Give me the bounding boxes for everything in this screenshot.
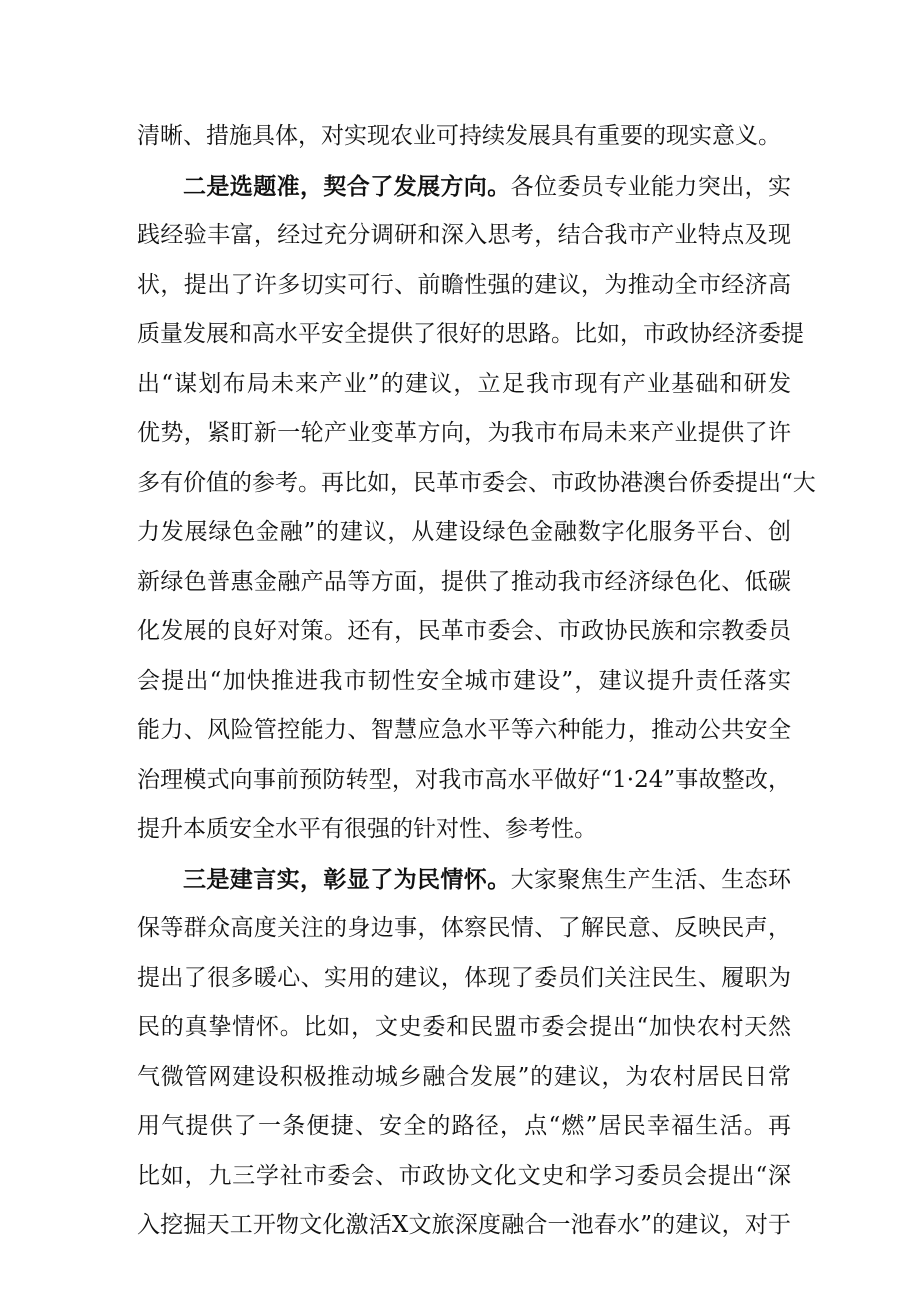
text-line: 民的真挚情怀。比如，文史委和民盟市委会提出“加快农村天然 (137, 1014, 791, 1040)
text-line: 新绿色普惠金融产品等方面，提供了推动我市经济绿色化、低碳 (137, 568, 791, 595)
text-line: 质量发展和高水平安全提供了很好的思路。比如，市政协经济委提 (137, 321, 804, 347)
text-line: 提出了很多暖心、实用的建议，体现了委员们关注民生、履职为 (137, 964, 791, 991)
text-run: 大家聚焦生产生活、生态环 (510, 866, 792, 893)
section-lead: 二是选题准，契合了发展方向。 (183, 172, 511, 200)
text-line: 提升本质安全水平有很强的针对性、参考性。 (137, 816, 597, 842)
text-line: 多有价值的参考。再比如，民革市委会、市政协港澳台侨委提出“大 (137, 469, 816, 496)
text-line (137, 162, 791, 212)
text-line: 气微管网建设积极推动城乡融合发展”的建议，为农村居民日常 (137, 1063, 791, 1090)
text-line: 出“谋划布局未来产业”的建议，立足我市现有产业基础和研发 (137, 370, 791, 397)
text-run: 各位委员专业能力突出，实 (510, 173, 792, 200)
text-line: 状，提出了许多切实可行、前瞻性强的建议，为推动全市经济高 (137, 271, 791, 298)
text-line: 入挖掘天工开物文化激活X文旅深度融合一池春水”的建议，对于 (137, 1212, 791, 1238)
text-line (137, 855, 791, 905)
text-line: 化发展的良好对策。还有，民革市委会、市政协民族和宗教委员 (137, 618, 791, 644)
body-text (137, 112, 816, 1251)
text-line: 清晰、措施具体，对实现农业可持续发展具有重要的现实意义。 (137, 123, 781, 149)
text-line: 能力、风险管控能力、智慧应急水平等六种能力，推动公共安全 (137, 717, 791, 743)
text-line: 用气提供了一条便捷、安全的路径，点“燃”居民幸福生活。再 (137, 1113, 791, 1139)
text-line: 力发展绿色金融”的建议，从建设绿色金融数字化服务平台、创 (137, 519, 791, 545)
text-line: 会提出“加快推进我市韧性安全城市建设”，建议提升责任落实 (137, 667, 791, 694)
text-line: 治理模式向事前预防转型，对我市高水平做好“1·24”事故整改， (137, 766, 791, 793)
text-line: 优势，紧盯新一轮产业变革方向，为我市布局未来产业提供了许 (137, 420, 791, 446)
text-line: 保等群众高度关注的身边事，体察民情、了解民意、反映民声， (137, 915, 791, 941)
text-line: 比如，九三学社市委会、市政协文化文史和学习委员会提出“深 (137, 1162, 791, 1189)
text-line: 践经验丰富，经过充分调研和深入思考，结合我市产业特点及现 (137, 222, 791, 248)
section-lead: 三是建言实，彰显了为民情怀。 (183, 865, 511, 893)
